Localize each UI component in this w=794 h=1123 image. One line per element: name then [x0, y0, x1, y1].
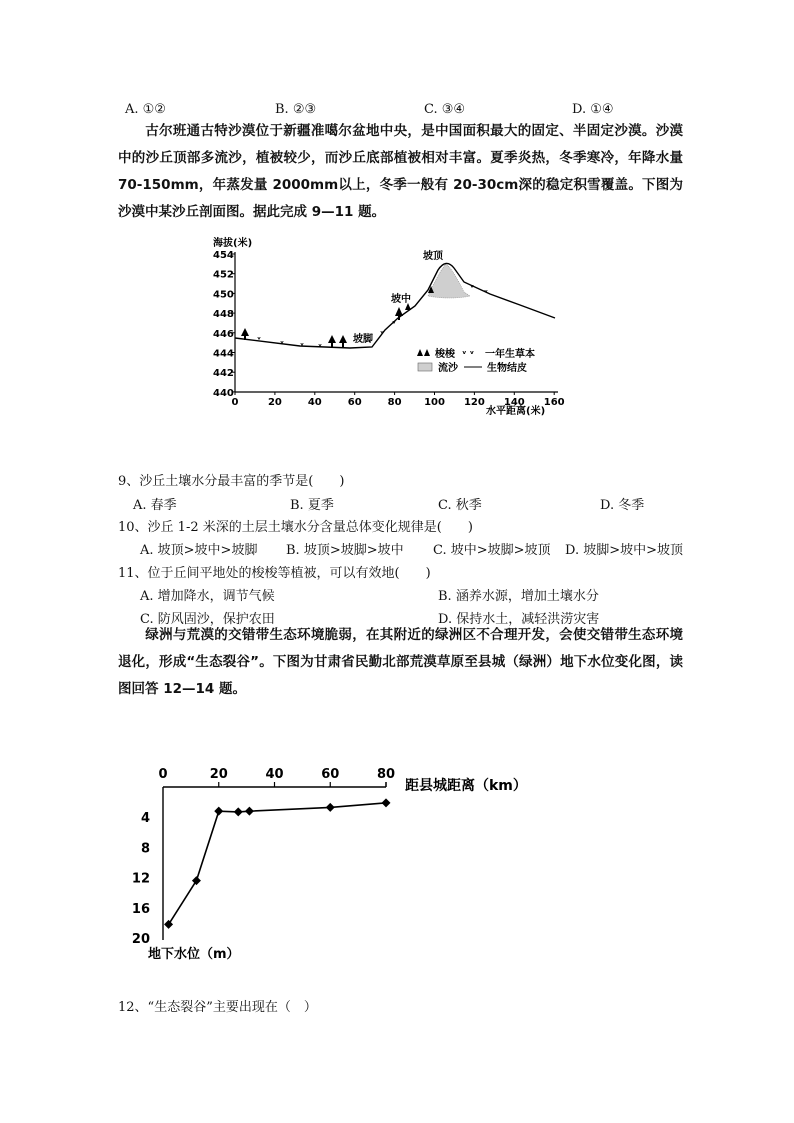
- q9-option-c: C. 秋季: [438, 498, 482, 513]
- q11-stem: 11、位于丘间平地处的梭梭等植被，可以有效地( ): [118, 566, 431, 581]
- fig2-x-tick: 40: [265, 767, 284, 782]
- fig1-x-tick: 20: [267, 397, 282, 408]
- series-line: [169, 803, 386, 925]
- passage-oasis: [118, 622, 683, 703]
- svg-text:ᵛ: ᵛ: [257, 335, 262, 344]
- fig2-y-ticks: [132, 811, 150, 947]
- fig1-x-tick: 40: [307, 397, 322, 408]
- fig2-x-label: 距县城距离（km）: [405, 778, 527, 794]
- data-point: [326, 803, 335, 812]
- fig1-x-tick: 140: [503, 397, 525, 408]
- dune-profile-figure: [205, 232, 570, 422]
- fig2-x-tick: 60: [321, 767, 340, 782]
- fig1-x-tick: 0: [231, 397, 239, 408]
- q10-stem: 10、沙丘 1-2 米深的土层土壤水分含量总体变化规律是( ): [118, 520, 473, 535]
- q8-option-d: D. ①④: [572, 102, 614, 117]
- q8-option-b: B. ②③: [275, 102, 317, 117]
- fig1-y-tick: 444: [213, 348, 234, 360]
- data-point: [192, 876, 201, 885]
- fig2-y-tick: 16: [131, 901, 150, 917]
- legend-grass: 一年生草本: [485, 349, 535, 360]
- fig1-y-tick: 448: [213, 309, 234, 321]
- groundwater-chart: [130, 755, 560, 980]
- data-point: [164, 920, 173, 929]
- fig2-y-tick: 8: [140, 841, 150, 857]
- svg-text:ᵛ: ᵛ: [470, 283, 475, 292]
- fig1-x-tick: 80: [387, 397, 402, 408]
- svg-text:ᵛ: ᵛ: [484, 288, 489, 297]
- svg-text:ᵛ ᵛ: ᵛ ᵛ: [462, 350, 475, 360]
- q9-option-d: D. 冬季: [600, 498, 645, 513]
- fig1-y-tick: 446: [213, 328, 234, 340]
- fig1-x-tick: 160: [543, 397, 565, 408]
- fig1-legend: [417, 347, 535, 374]
- q8-option-a: A. ①②: [125, 102, 166, 117]
- fig2-y-tick: 20: [131, 932, 150, 947]
- fig1-y-tick: 452: [213, 269, 234, 281]
- fig1-x-tick: 120: [463, 397, 485, 408]
- fig2-x-tick: 80: [376, 767, 396, 782]
- fig1-y-label: 海拔(米): [213, 238, 253, 249]
- legend-sand: 流沙: [438, 363, 458, 374]
- data-point: [214, 807, 223, 816]
- fig2-y-tick: 4: [140, 811, 150, 827]
- svg-text:ᵛ: ᵛ: [318, 342, 323, 351]
- label-mid: 坡中: [391, 294, 411, 305]
- q9-option-a: A. 春季: [133, 498, 177, 513]
- fig1-y-ticks: [213, 250, 235, 399]
- fig1-y-tick: 450: [213, 289, 234, 301]
- legend-tree: 梭梭: [435, 349, 455, 360]
- groundwater-series: [164, 798, 390, 929]
- svg-text:ᵛ: ᵛ: [392, 319, 397, 328]
- fig1-x-tick: 100: [424, 397, 445, 408]
- q11-option-b: B. 涵养水源，增加土壤水分: [438, 589, 599, 604]
- q11-option-c: C. 防风固沙，保护农田: [140, 612, 275, 627]
- q10-option-a: A. 坡顶>坡中>坡脚: [140, 543, 258, 558]
- fig2-x-tick: 0: [158, 767, 168, 782]
- q8-option-c: C. ③④: [424, 102, 466, 117]
- fig1-y-tick: 454: [213, 250, 234, 261]
- fig1-y-tick: 442: [213, 368, 234, 380]
- q9-option-b: B. 夏季: [290, 498, 334, 513]
- q12-stem: 12、“生态裂谷”主要出现在（ ）: [118, 1000, 317, 1015]
- label-foot: 坡脚: [353, 334, 373, 345]
- q11-option-a: A. 增加降水，调节气候: [140, 589, 275, 604]
- fig2-y-tick: 12: [131, 871, 150, 887]
- fig1-x-tick: 60: [347, 397, 362, 408]
- q10-option-b: B. 坡顶>坡脚>坡中: [286, 543, 404, 558]
- svg-text:ᵛ: ᵛ: [280, 339, 285, 348]
- q10-option-d: D. 坡脚>坡中>坡顶: [565, 543, 684, 558]
- passage-desert: [118, 118, 683, 226]
- fig1-x-label: 水平距离(米): [486, 406, 546, 417]
- fig2-x-ticks: [158, 767, 395, 787]
- q9-stem: 9、沙丘土壤水分最丰富的季节是( ): [118, 474, 345, 489]
- data-point: [234, 807, 243, 816]
- legend-crust: 生物结皮: [487, 363, 527, 374]
- dune-profile-line: [235, 263, 555, 348]
- q10-option-c: C. 坡中>坡脚>坡顶: [433, 543, 551, 558]
- passage-oasis-text: 绿洲与荒漠的交错带生态环境脆弱，在其附近的绿洲区不合理开发，会使交错带生态环境退化，形成“生态裂谷”。下图为甘肃省民勤北部荒漠草原至县城（绿洲）地下水位变化图，读图回答 12—14 题。: [118, 627, 683, 697]
- fig2-y-label: 地下水位（m）: [148, 947, 240, 962]
- fig2-x-tick: 20: [209, 767, 228, 782]
- fig1-y-tick: 440: [213, 387, 234, 399]
- q11-option-d: D. 保持水土，减轻洪涝灾害: [438, 612, 600, 627]
- svg-text:ᵛ: ᵛ: [380, 329, 385, 338]
- svg-text:ᵛ: ᵛ: [300, 341, 305, 350]
- label-top: 坡顶: [423, 251, 443, 262]
- passage-desert-text: 古尔班通古特沙漠位于新疆准噶尔盆地中央，是中国面积最大的固定、半固定沙漠。沙漠中的沙丘顶部多流沙，植被较少，而沙丘底部植被相对丰富。夏季炎热，冬季寒冷，年降水量 70-150mm，年蒸发量 2000mm以上，冬季一般有 20-30cm深的稳定积雪覆盖。下图为沙漠中某沙丘剖面图。据此完成 9—11 题。: [118, 123, 683, 220]
- data-point: [245, 807, 254, 816]
- data-point: [382, 798, 391, 807]
